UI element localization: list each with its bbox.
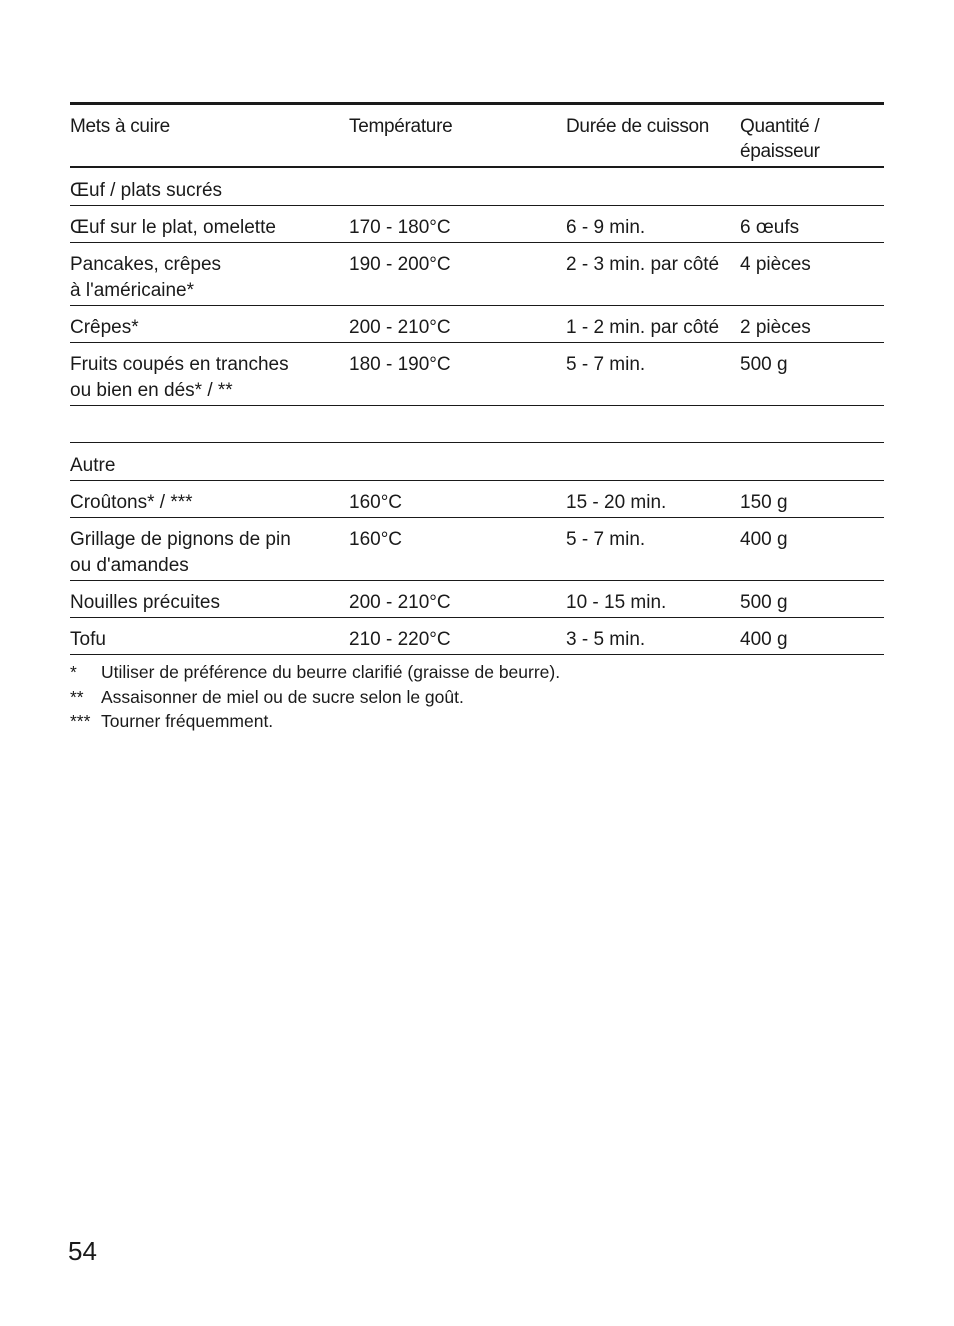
section-title: Œuf / plats sucrés — [70, 180, 223, 201]
dish-cell: Fruits coupés en tranches ou bien en dés* / ** — [70, 354, 289, 401]
dish-cell: Grillage de pignons de pin ou d'amandes — [70, 529, 291, 576]
dish-cell: Crêpes* — [70, 317, 139, 338]
header-duration: Durée de cuisson — [566, 116, 710, 137]
footnotes — [70, 660, 560, 734]
dish-cell: Tofu — [70, 629, 106, 650]
footnote-text: Tourner fréquemment. — [101, 711, 274, 731]
temperature-cell: 160°C — [349, 529, 403, 550]
footnote-mark: * — [70, 662, 77, 682]
footnote — [70, 660, 560, 685]
temperature-cell: 180 - 190°C — [349, 354, 451, 375]
quantity-cell: 500 g — [740, 592, 788, 613]
temperature-cell: 200 - 210°C — [349, 592, 451, 613]
table-row — [70, 206, 884, 243]
section-title-row — [70, 168, 884, 206]
dish-cell: Nouilles précuites — [70, 592, 220, 613]
table-row — [70, 243, 884, 306]
quantity-cell: 500 g — [740, 354, 788, 375]
table-row — [70, 518, 884, 581]
header-dish: Mets à cuire — [70, 116, 170, 137]
section-title: Autre — [70, 455, 116, 476]
page-number: 54 — [68, 1236, 97, 1266]
footnote-text: Utiliser de préférence du beurre clarifié (graisse de beurre). — [101, 662, 561, 682]
footnote — [70, 685, 560, 710]
temperature-cell: 210 - 220°C — [349, 629, 451, 650]
quantity-cell: 150 g — [740, 492, 788, 513]
duration-cell: 15 - 20 min. — [566, 492, 667, 513]
duration-cell: 1 - 2 min. par côté — [566, 317, 720, 338]
footnote-text: Assaisonner de miel ou de sucre selon le goût. — [101, 686, 464, 707]
header-temperature: Température — [349, 116, 453, 137]
temperature-cell: 200 - 210°C — [349, 317, 451, 338]
duration-cell: 6 - 9 min. — [566, 217, 646, 238]
dish-cell: Pancakes, crêpes à l'américaine* — [70, 254, 222, 301]
cooking-table — [70, 102, 884, 655]
table-row — [70, 581, 884, 618]
header-quantity: Quantité / épaisseur — [740, 116, 820, 162]
dish-cell: Œuf sur le plat, omelette — [70, 217, 276, 238]
section-title-row — [70, 443, 884, 481]
table-row — [70, 481, 884, 518]
temperature-cell: 190 - 200°C — [349, 254, 451, 275]
temperature-cell: 170 - 180°C — [349, 217, 451, 238]
footnote — [70, 709, 560, 734]
footnote-mark: ** — [70, 686, 84, 707]
quantity-cell: 6 œufs — [740, 217, 800, 238]
table-row — [70, 343, 884, 406]
table-header — [70, 102, 884, 168]
duration-cell: 10 - 15 min. — [566, 592, 667, 613]
quantity-cell: 2 pièces — [740, 317, 811, 338]
duration-cell: 2 - 3 min. par côté — [566, 254, 720, 275]
duration-cell: 3 - 5 min. — [566, 629, 646, 650]
temperature-cell: 160°C — [349, 492, 403, 513]
table-row — [70, 618, 884, 655]
footnote-mark: *** — [70, 711, 91, 731]
duration-cell: 5 - 7 min. — [566, 529, 646, 550]
table-row — [70, 306, 884, 343]
quantity-cell: 4 pièces — [740, 254, 811, 275]
quantity-cell: 400 g — [740, 529, 788, 550]
duration-cell: 5 - 7 min. — [566, 354, 646, 375]
quantity-cell: 400 g — [740, 629, 788, 650]
dish-cell: Croûtons* / *** — [70, 492, 193, 513]
empty-row — [70, 406, 884, 443]
